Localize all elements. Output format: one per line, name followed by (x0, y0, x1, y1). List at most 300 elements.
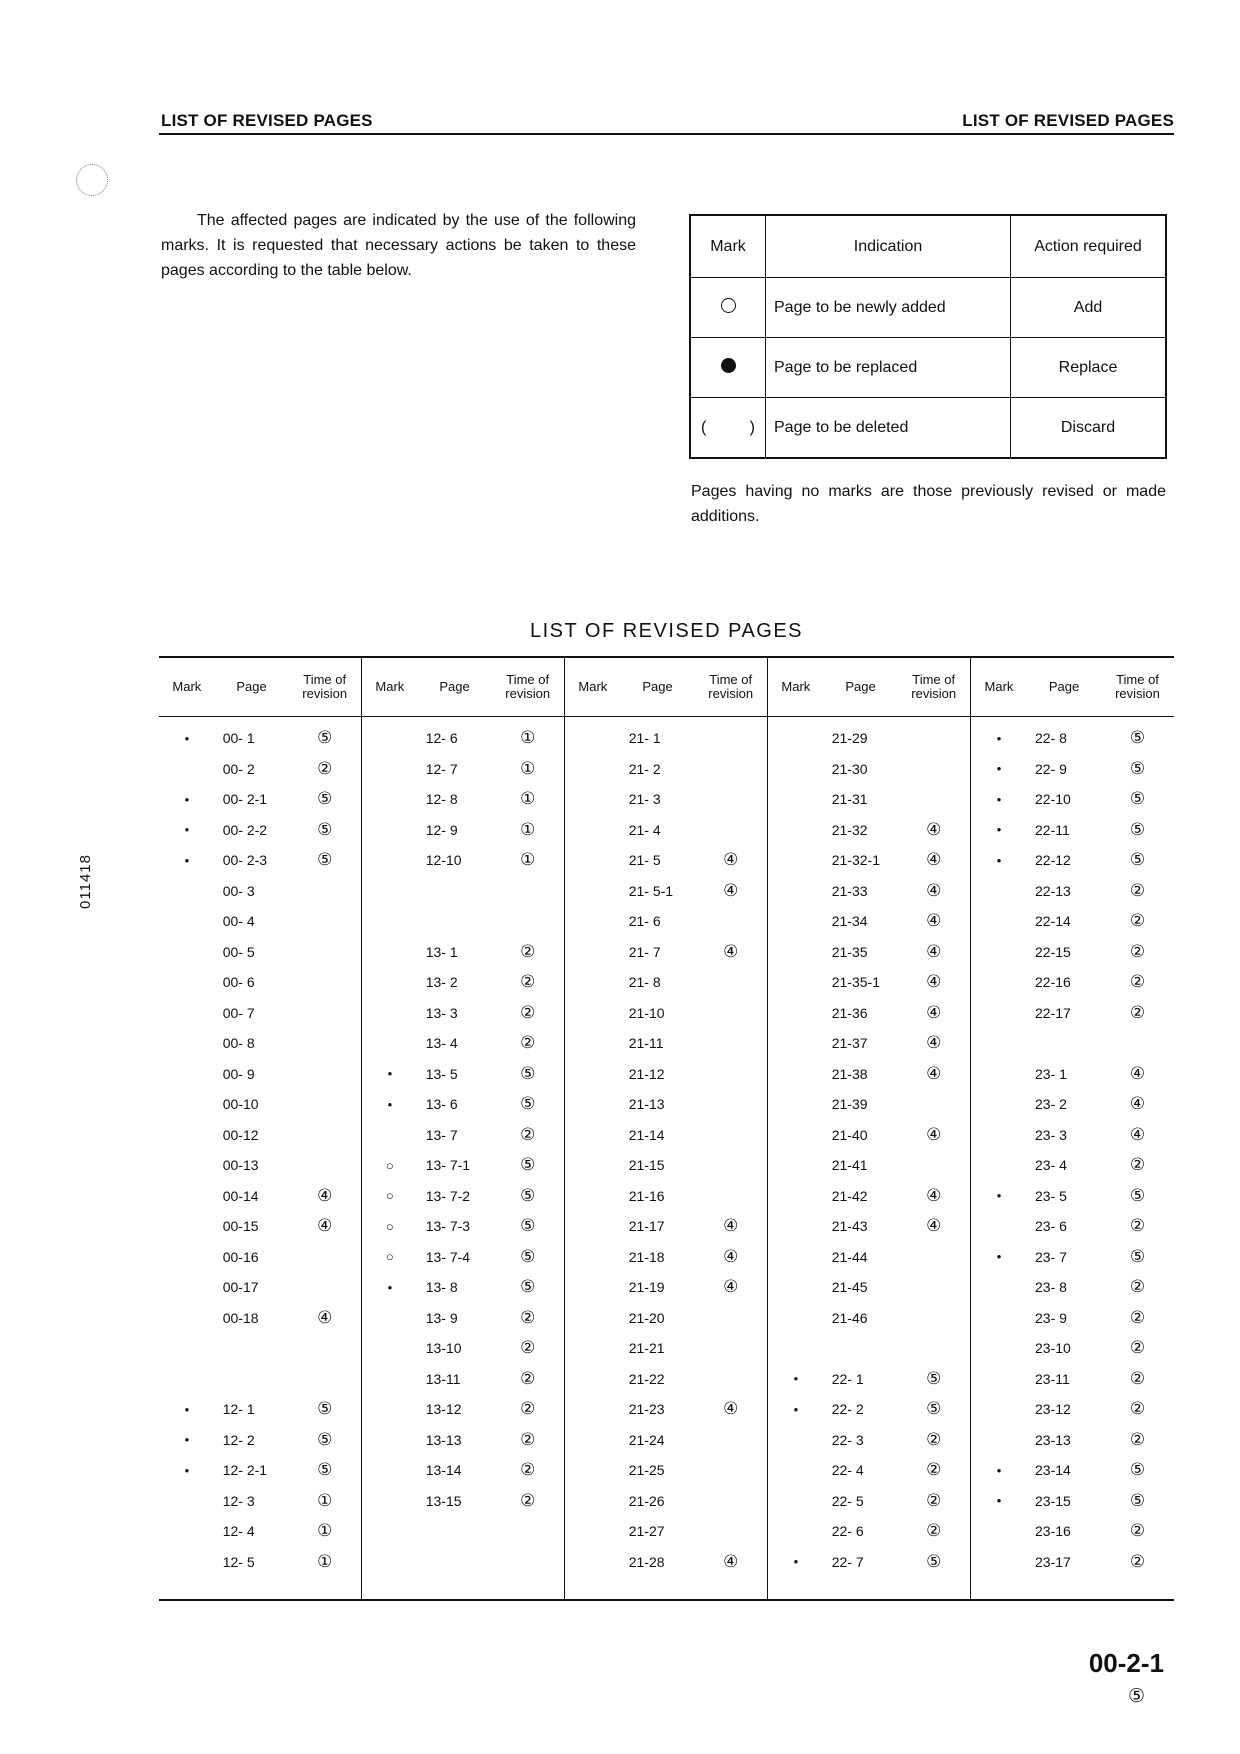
list-block-header (159, 658, 361, 716)
row-mark: • (184, 852, 190, 868)
row-page: 00-12 (222, 1126, 259, 1143)
row-time-of-revision: ① (520, 789, 536, 809)
row-time-of-revision: ⑤ (1129, 728, 1146, 748)
row-time-of-revision: ④ (926, 1063, 942, 1083)
list-row (565, 1364, 767, 1395)
list-row (768, 815, 970, 846)
row-page: 23- 7 (1035, 1248, 1067, 1265)
row-page: 21-12 (628, 1065, 665, 1082)
col-header-time-line1: Time of (303, 672, 347, 687)
list-row (159, 937, 361, 968)
list-row (565, 1059, 767, 1090)
row-page: 21-40 (831, 1126, 868, 1143)
row-page: 21-21 (628, 1340, 665, 1357)
row-page: 12- 3 (222, 1492, 255, 1509)
row-mark: • (996, 1493, 1002, 1509)
indication-cell: Page to be replaced (766, 338, 1011, 398)
row-mark: • (996, 822, 1002, 838)
row-page: 21-32-1 (831, 852, 880, 869)
row-page: 23- 2 (1035, 1096, 1067, 1113)
list-row (768, 1272, 970, 1303)
col-header-time-line1: Time of (709, 672, 753, 687)
row-page: 21-30 (831, 760, 868, 777)
col-header-mark: Mark (984, 679, 1014, 694)
row-page: 23-14 (1035, 1462, 1071, 1479)
row-page: 22-13 (1035, 882, 1071, 899)
row-page: 21- 5 (628, 852, 661, 869)
row-page: 13-14 (425, 1462, 462, 1479)
row-time-of-revision: ② (1129, 972, 1146, 992)
row-page: 21-10 (628, 1004, 665, 1021)
list-row (362, 1211, 564, 1242)
list-row (159, 1211, 361, 1242)
marks-header-mark: Mark (690, 215, 766, 278)
row-time-of-revision: ④ (723, 941, 739, 961)
list-rows (565, 723, 767, 1577)
row-mark: • (996, 1462, 1002, 1478)
row-time-of-revision: ② (520, 941, 536, 961)
list-row (362, 1150, 564, 1181)
row-time-of-revision: ② (1129, 1551, 1146, 1571)
list-row (565, 723, 767, 754)
list-row (768, 1516, 970, 1547)
list-row (768, 1486, 970, 1517)
row-page: 12- 4 (222, 1523, 255, 1540)
list-rows (768, 723, 970, 1577)
row-page: 21-38 (831, 1065, 868, 1082)
row-page: 00-10 (222, 1096, 259, 1113)
open-circle-icon (721, 298, 736, 313)
mark-cell (690, 278, 766, 338)
row-mark: • (996, 852, 1002, 868)
row-page: 13- 7-3 (425, 1218, 471, 1235)
row-page: 22-10 (1035, 791, 1071, 808)
list-row (565, 1089, 767, 1120)
row-time-of-revision: ① (520, 850, 536, 870)
row-time-of-revision: ⑤ (317, 819, 333, 839)
col-header-time-line1: Time of (1116, 672, 1159, 687)
row-time-of-revision: ④ (926, 941, 942, 961)
marks-header-indication: Indication (766, 215, 1011, 278)
row-page: 12- 7 (425, 760, 458, 777)
list-row (971, 723, 1174, 754)
row-page: 21-45 (831, 1279, 868, 1296)
row-page: 12- 9 (425, 821, 458, 838)
row-time-of-revision: ② (926, 1521, 942, 1541)
row-page: 13-11 (425, 1370, 461, 1387)
revised-pages-list (159, 656, 1174, 1601)
list-row (159, 1089, 361, 1120)
row-page: 23- 6 (1035, 1218, 1067, 1235)
list-row (362, 1272, 564, 1303)
header-rule (159, 133, 1174, 135)
row-page: 12- 2-1 (222, 1462, 268, 1479)
row-page: 00- 5 (222, 943, 255, 960)
list-row (159, 906, 361, 937)
row-page: 21- 2 (628, 760, 661, 777)
row-time-of-revision: ② (1129, 1399, 1146, 1419)
list-row (565, 1425, 767, 1456)
list-row (159, 1028, 361, 1059)
row-time-of-revision: ② (1129, 1277, 1146, 1297)
row-page: 21-33 (831, 882, 868, 899)
list-rows (971, 723, 1174, 1577)
list-block-header (565, 658, 767, 716)
row-time-of-revision: ② (520, 1460, 536, 1480)
intro-paragraph: The affected pages are indicated by the use of the following marks. It is requested that necessary actions be taken to these pages according to the table below. (161, 212, 636, 279)
list-row (971, 1242, 1174, 1273)
list-row (768, 998, 970, 1029)
row-time-of-revision: ④ (926, 1216, 942, 1236)
row-page: 21- 4 (628, 821, 661, 838)
row-time-of-revision: ② (926, 1460, 942, 1480)
row-page: 00- 7 (222, 1004, 255, 1021)
list-row (768, 1150, 970, 1181)
list-row (768, 1028, 970, 1059)
list-row (971, 815, 1174, 846)
row-page: 21-27 (628, 1523, 665, 1540)
row-page: 13- 8 (425, 1279, 458, 1296)
row-page: 13-15 (425, 1492, 462, 1509)
page-revision-mark: ⑤ (1127, 1686, 1145, 1707)
row-page: 00-13 (222, 1157, 259, 1174)
row-time-of-revision: ④ (926, 850, 942, 870)
list-row (971, 1120, 1174, 1151)
mark-cell (690, 398, 766, 459)
list-row (971, 1455, 1174, 1486)
list-row (768, 845, 970, 876)
col-header-page: Page (642, 679, 673, 694)
header-title-left: LIST OF REVISED PAGES (161, 111, 373, 130)
row-time-of-revision: ② (1129, 1368, 1146, 1388)
row-page: 21-16 (628, 1187, 665, 1204)
row-time-of-revision: ⑤ (317, 850, 333, 870)
row-page: 00- 8 (222, 1035, 255, 1052)
row-time-of-revision: ② (1129, 1307, 1146, 1327)
row-time-of-revision: ⑤ (520, 1216, 536, 1236)
list-row (768, 1181, 970, 1212)
row-page: 21- 8 (628, 974, 661, 991)
row-page: 12- 8 (425, 791, 458, 808)
row-time-of-revision: ④ (723, 880, 739, 900)
list-header-rule (971, 716, 1174, 717)
row-page: 13- 7-2 (425, 1187, 471, 1204)
row-time-of-revision: ④ (317, 1185, 333, 1205)
list-row (565, 1455, 767, 1486)
list-row (362, 1028, 564, 1059)
row-page: 13-13 (425, 1431, 462, 1448)
paren-right: ) (749, 418, 755, 436)
list-row (971, 937, 1174, 968)
list-row (768, 906, 970, 937)
list-row (159, 784, 361, 815)
row-page: 23-10 (1035, 1340, 1071, 1357)
row-time-of-revision: ④ (926, 1185, 942, 1205)
row-page: 21-44 (831, 1248, 868, 1265)
row-time-of-revision: ⑤ (926, 1368, 942, 1388)
row-time-of-revision: ② (520, 1429, 536, 1449)
list-row (971, 906, 1174, 937)
list-row (565, 845, 767, 876)
list-row (768, 784, 970, 815)
row-page: 21-13 (628, 1096, 665, 1113)
list-row (565, 1028, 767, 1059)
row-time-of-revision: ⑤ (520, 1063, 536, 1083)
list-row (565, 906, 767, 937)
row-mark: • (793, 1554, 799, 1570)
list-row (768, 1547, 970, 1578)
row-mark: ○ (385, 1157, 394, 1173)
list-row (971, 1303, 1174, 1334)
row-page: 23- 9 (1035, 1309, 1067, 1326)
col-header-time (897, 673, 970, 701)
row-mark: • (996, 791, 1002, 807)
row-page: 21-36 (831, 1004, 868, 1021)
row-page: 00-14 (222, 1187, 259, 1204)
list-row (565, 1394, 767, 1425)
list-row (362, 1333, 564, 1364)
row-page: 13- 7-4 (425, 1248, 471, 1265)
list-row (768, 1303, 970, 1334)
list-row (159, 1333, 361, 1364)
row-page: 13- 1 (425, 943, 458, 960)
indication-cell: Page to be newly added (766, 278, 1011, 338)
list-row (159, 723, 361, 754)
list-row (362, 998, 564, 1029)
row-page: 22- 4 (831, 1462, 864, 1479)
revised-list-title: LIST OF REVISED PAGES (529, 620, 804, 642)
row-time-of-revision: ② (520, 1033, 536, 1053)
row-page: 21-17 (628, 1218, 665, 1235)
list-block-header (971, 658, 1174, 716)
row-mark: ○ (385, 1218, 394, 1234)
list-row (159, 1455, 361, 1486)
list-row (565, 1333, 767, 1364)
row-page: 23-12 (1035, 1401, 1071, 1418)
row-page: 13- 6 (425, 1096, 458, 1113)
list-row (768, 876, 970, 907)
row-time-of-revision: ② (1129, 1155, 1146, 1175)
list-row (565, 1303, 767, 1334)
list-block (971, 658, 1174, 1599)
row-page: 21-18 (628, 1248, 665, 1265)
row-time-of-revision: ② (1129, 1521, 1146, 1541)
row-page: 23- 4 (1035, 1157, 1067, 1174)
row-time-of-revision: ⑤ (1129, 758, 1146, 778)
list-row (971, 1486, 1174, 1517)
list-block (362, 658, 565, 1599)
list-row (565, 998, 767, 1029)
row-page: 22- 8 (1035, 730, 1067, 747)
row-page: 22- 7 (831, 1553, 864, 1570)
row-page: 12- 6 (425, 730, 458, 747)
list-row (362, 967, 564, 998)
row-time-of-revision: ① (317, 1490, 333, 1510)
marks-header-action: Action required (1011, 215, 1167, 278)
row-time-of-revision: ④ (926, 1124, 942, 1144)
list-row (362, 1486, 564, 1517)
row-page: 00-16 (222, 1248, 259, 1265)
row-time-of-revision: ⑤ (317, 1460, 333, 1480)
list-row (362, 1059, 564, 1090)
row-mark: ○ (385, 1188, 394, 1204)
row-time-of-revision: ④ (1129, 1094, 1146, 1114)
action-cell: Discard (1011, 398, 1167, 459)
row-page: 12- 2 (222, 1431, 255, 1448)
row-time-of-revision: ⑤ (1129, 1185, 1146, 1205)
row-time-of-revision: ④ (317, 1216, 333, 1236)
row-mark: • (996, 1188, 1002, 1204)
row-time-of-revision: ⑤ (317, 1429, 333, 1449)
row-page: 22- 2 (831, 1401, 864, 1418)
list-row (565, 1242, 767, 1273)
marks-table-row (690, 338, 1166, 398)
row-page: 21-24 (628, 1431, 665, 1448)
row-page: 22-15 (1035, 943, 1071, 960)
row-page: 21-35 (831, 943, 868, 960)
row-time-of-revision: ② (1129, 941, 1146, 961)
list-block (565, 658, 768, 1599)
list-row (159, 1425, 361, 1456)
row-page: 21-35-1 (831, 974, 880, 991)
list-row (971, 754, 1174, 785)
row-page: 21-19 (628, 1279, 665, 1296)
row-page: 21-29 (831, 730, 868, 747)
list-row (565, 1486, 767, 1517)
list-row (565, 1181, 767, 1212)
row-time-of-revision: ④ (926, 1033, 942, 1053)
row-time-of-revision: ⑤ (317, 728, 333, 748)
list-row (565, 784, 767, 815)
row-page: 22- 1 (831, 1370, 864, 1387)
list-row (362, 1394, 564, 1425)
row-page: 13- 4 (425, 1035, 458, 1052)
list-row (971, 1211, 1174, 1242)
list-row (971, 967, 1174, 998)
row-page: 21- 3 (628, 791, 661, 808)
list-row (971, 1028, 1174, 1059)
list-row (565, 937, 767, 968)
col-header-mark: Mark (781, 679, 811, 694)
row-time-of-revision: ⑤ (1129, 1246, 1146, 1266)
side-code: 011418 (76, 854, 94, 909)
row-mark: • (996, 730, 1002, 746)
row-time-of-revision: ⑤ (1129, 789, 1146, 809)
list-block-header (768, 658, 970, 716)
row-time-of-revision: ② (1129, 1002, 1146, 1022)
row-time-of-revision: ② (520, 1490, 536, 1510)
row-mark: • (184, 791, 190, 807)
row-time-of-revision: ① (520, 819, 536, 839)
row-time-of-revision: ④ (1129, 1124, 1146, 1144)
row-time-of-revision: ⑤ (317, 1399, 333, 1419)
col-header-page: Page (236, 679, 267, 694)
row-page: 21-34 (831, 913, 868, 930)
list-row (362, 1425, 564, 1456)
row-page: 21-20 (628, 1309, 665, 1326)
row-time-of-revision: ⑤ (926, 1551, 942, 1571)
row-page: 23- 8 (1035, 1279, 1067, 1296)
list-row (362, 784, 564, 815)
row-mark: • (184, 822, 190, 838)
row-page: 00- 1 (222, 730, 255, 747)
list-row (362, 845, 564, 876)
row-time-of-revision: ② (520, 1124, 536, 1144)
row-mark: • (793, 1401, 799, 1417)
row-page: 22-14 (1035, 913, 1071, 930)
row-time-of-revision: ① (520, 728, 536, 748)
list-row (971, 845, 1174, 876)
page-number: 00-2-1 (1088, 1648, 1164, 1678)
row-page: 22-16 (1035, 974, 1071, 991)
list-header-rule (768, 716, 970, 717)
marks-table-row (690, 278, 1166, 338)
row-time-of-revision: ② (317, 758, 333, 778)
list-row (768, 1364, 970, 1395)
row-time-of-revision: ④ (723, 1399, 739, 1419)
row-page: 23-13 (1035, 1431, 1071, 1448)
list-row (159, 876, 361, 907)
row-time-of-revision: ④ (926, 911, 942, 931)
row-time-of-revision: ① (317, 1521, 333, 1541)
list-row (768, 1059, 970, 1090)
list-row (565, 1272, 767, 1303)
row-page: 21-25 (628, 1462, 665, 1479)
row-time-of-revision: ② (520, 1368, 536, 1388)
row-page: 23-17 (1035, 1553, 1071, 1570)
row-time-of-revision: ⑤ (520, 1155, 536, 1175)
list-rows (362, 723, 564, 1577)
list-row (565, 876, 767, 907)
list-row (565, 1516, 767, 1547)
row-mark: • (793, 1371, 799, 1387)
row-time-of-revision: ⑤ (926, 1399, 942, 1419)
row-time-of-revision: ④ (723, 1551, 739, 1571)
row-page: 21-32 (831, 821, 868, 838)
list-row (971, 1425, 1174, 1456)
row-page: 23-11 (1035, 1370, 1070, 1387)
col-header-page: Page (439, 679, 470, 694)
row-mark: • (387, 1279, 393, 1295)
list-row (768, 754, 970, 785)
marks-legend-table (689, 214, 1167, 459)
list-row (971, 876, 1174, 907)
row-page: 23-15 (1035, 1492, 1071, 1509)
list-row (971, 1059, 1174, 1090)
row-page: 21-28 (628, 1553, 665, 1570)
col-header-time (694, 673, 767, 701)
row-page: 22-17 (1035, 1004, 1071, 1021)
row-page: 21-23 (628, 1401, 665, 1418)
list-row (768, 1455, 970, 1486)
list-row (971, 998, 1174, 1029)
row-time-of-revision: ⑤ (520, 1246, 536, 1266)
list-rows (159, 723, 361, 1577)
col-header-time-line2: revision (505, 686, 551, 701)
marks-table-header-row (690, 215, 1166, 278)
row-time-of-revision: ⑤ (1129, 819, 1146, 839)
row-time-of-revision: ⑤ (520, 1277, 536, 1297)
row-page: 13- 5 (425, 1065, 458, 1082)
row-page: 21-42 (831, 1187, 868, 1204)
list-row (768, 967, 970, 998)
list-row (362, 1516, 564, 1547)
list-row (159, 1364, 361, 1395)
row-page: 12-10 (425, 852, 462, 869)
list-row (159, 1272, 361, 1303)
row-time-of-revision: ⑤ (317, 789, 333, 809)
list-row (768, 1089, 970, 1120)
